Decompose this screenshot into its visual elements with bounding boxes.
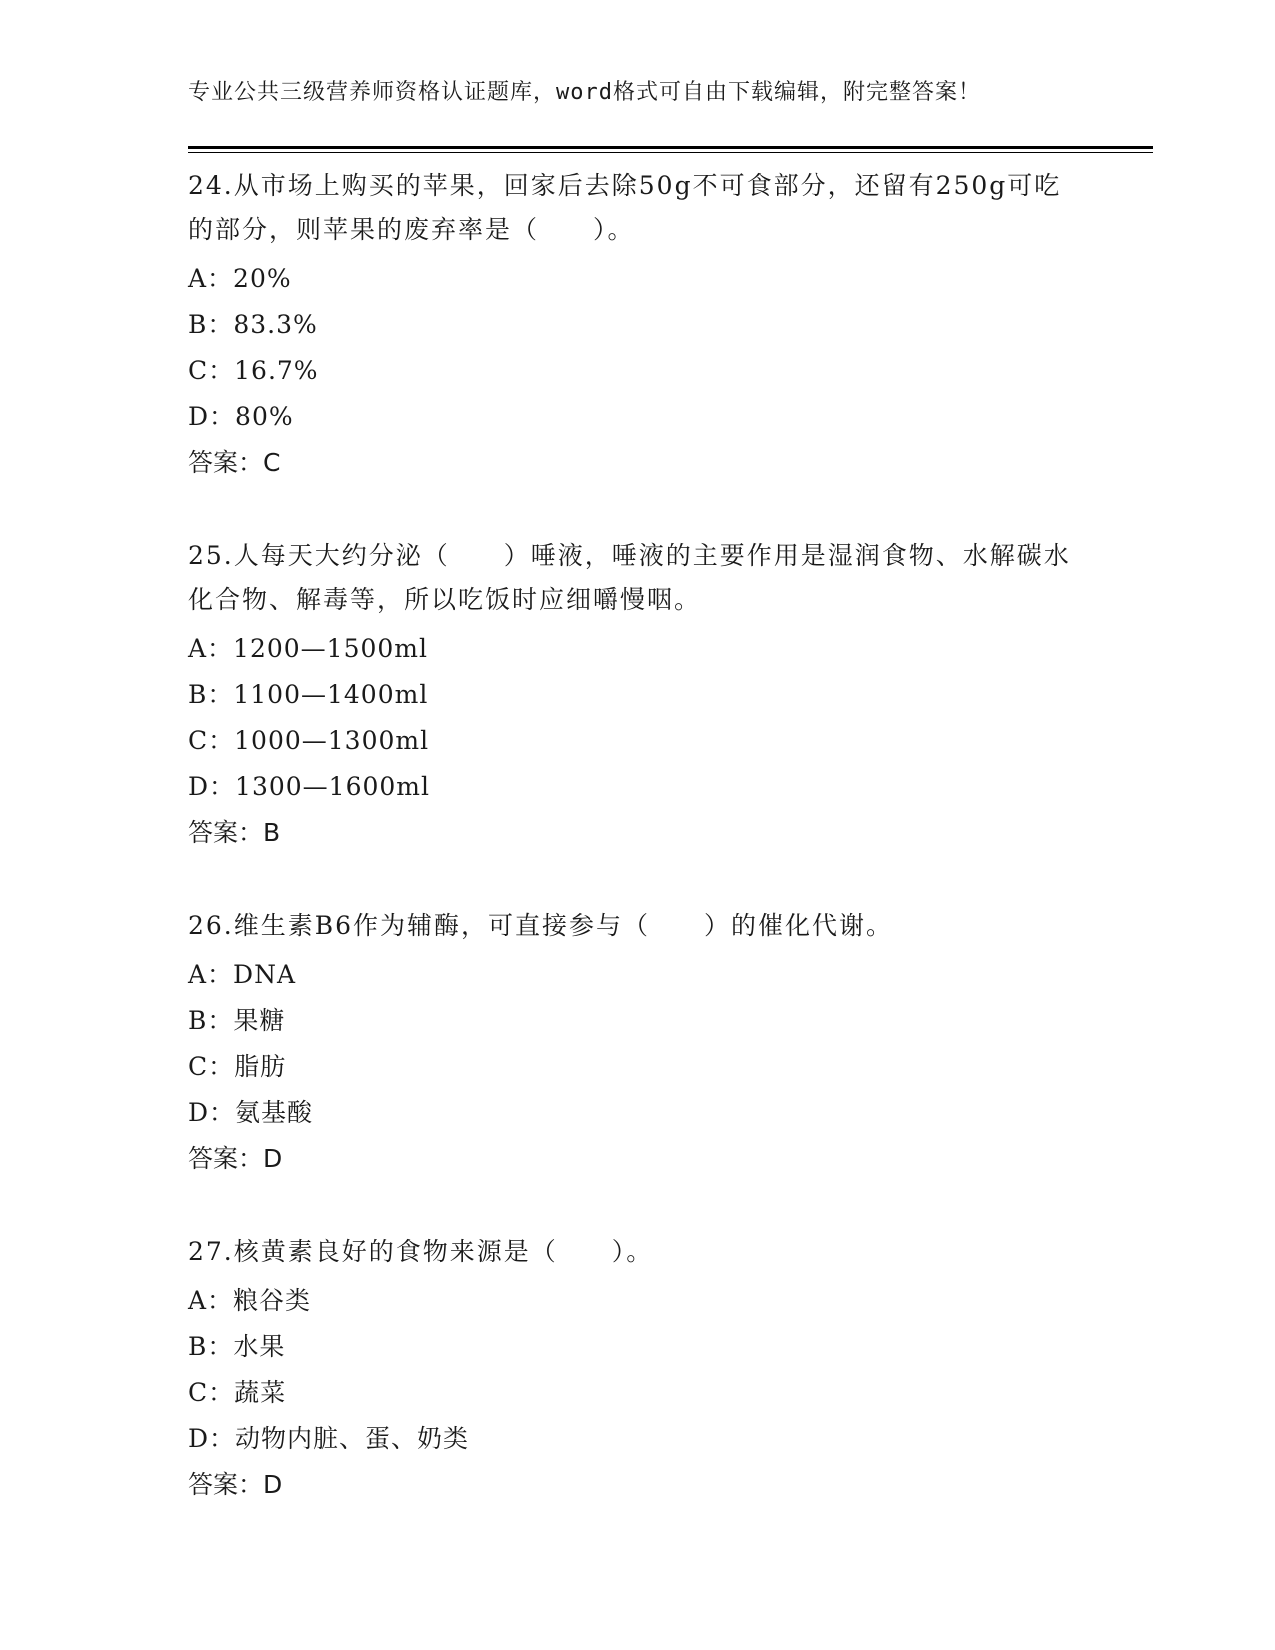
option-a: A：粮谷类 — [188, 1286, 312, 1315]
answer-line: 答案：D — [188, 1470, 283, 1499]
option-b: B：果糖 — [188, 1006, 286, 1035]
option-d: D：1300—1600ml — [188, 772, 430, 801]
question-stem: 24.从市场上购买的苹果，回家后去除50g不可食部分，还留有250g可吃的部分，则苹果的废弃率是（ ）。 — [188, 171, 1062, 244]
option-b: B：水果 — [188, 1332, 286, 1361]
question-stem: 25.人每天大约分泌（ ）唾液，唾液的主要作用是湿润食物、水解碳水化合物、解毒等，所以吃饭时应细嚼慢咽。 — [188, 541, 1071, 614]
option-c: C：1000—1300ml — [188, 726, 430, 755]
question-stem: 26.维生素B6作为辅酶，可直接参与（ ）的催化代谢。 — [188, 911, 894, 940]
question-24 — [188, 158, 1088, 486]
option-d: D：80% — [188, 402, 294, 431]
header-rule-thick — [188, 146, 1153, 149]
option-b: B：83.3% — [188, 310, 318, 339]
option-c: C：蔬菜 — [188, 1378, 287, 1407]
answer-line: 答案：D — [188, 1144, 283, 1173]
option-d: D：动物内脏、蛋、奶类 — [188, 1424, 470, 1453]
question-stem: 27.核黄素良好的食物来源是（ ）。 — [188, 1237, 654, 1266]
option-a: A：1200—1500ml — [188, 634, 429, 663]
option-c: C：16.7% — [188, 356, 319, 385]
option-b: B：1100—1400ml — [188, 680, 429, 709]
question-27 — [188, 1224, 1088, 1508]
page-header: 专业公共三级营养师资格认证题库，word格式可自由下载编辑，附完整答案！ — [188, 80, 981, 105]
option-c: C：脂肪 — [188, 1052, 287, 1081]
option-d: D：氨基酸 — [188, 1098, 314, 1127]
question-list — [188, 158, 1088, 1550]
answer-line: 答案：B — [188, 818, 281, 847]
header-rule-thin — [188, 152, 1153, 153]
answer-line: 答案：C — [188, 448, 281, 477]
question-26 — [188, 898, 1088, 1182]
question-25 — [188, 528, 1088, 856]
option-a: A：DNA — [188, 960, 297, 989]
option-a: A：20% — [188, 264, 292, 293]
